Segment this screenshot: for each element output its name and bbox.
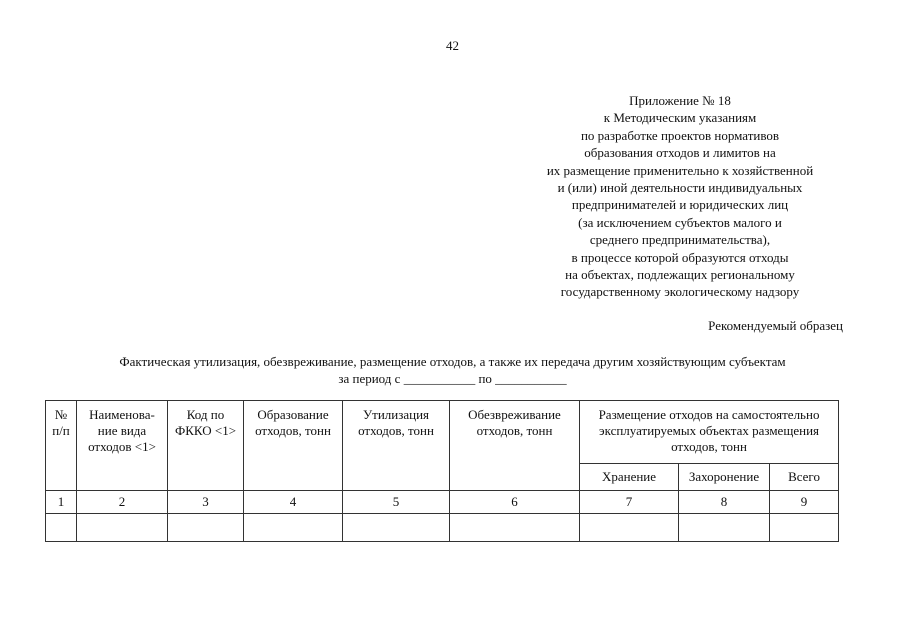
column-number: 1 [46, 491, 77, 514]
document-title [0, 353, 905, 387]
column-number: 5 [343, 491, 450, 514]
empty-cell [77, 514, 168, 542]
appendix-line: в процессе которой образуются отходы [571, 249, 789, 265]
page-number: 42 [446, 38, 459, 53]
appendix-line: и (или) иной деятельности индивидуальных [557, 180, 803, 196]
header-total: Всего [770, 464, 839, 491]
header-waste-type-name: Наименова-ние вида отходов <1> [77, 401, 168, 491]
appendix-line: к Методическим указаниям [603, 110, 757, 126]
sample-label: Рекомендуемый образец [708, 318, 843, 333]
appendix-line: (за исключением субъектов малого и [578, 214, 782, 230]
column-number: 8 [679, 491, 770, 514]
empty-cell [679, 514, 770, 542]
column-number: 7 [580, 491, 679, 514]
waste-report-table [45, 400, 839, 542]
header-fkko-code: Код по ФККО <1> [168, 401, 244, 491]
header-burial: Захоронение [679, 464, 770, 491]
empty-cell [450, 514, 580, 542]
header-utilization: Утилизация отходов, тонн [343, 401, 450, 491]
column-number-row [46, 491, 839, 514]
appendix-line: по разработке проектов нормативов [580, 127, 780, 143]
appendix-line: среднего предпринимательства), [589, 232, 771, 248]
empty-cell [580, 514, 679, 542]
appendix-line: образования отходов и лимитов на [584, 145, 776, 161]
column-number: 2 [77, 491, 168, 514]
empty-cell [168, 514, 244, 542]
empty-cell [244, 514, 343, 542]
appendix-line: на объектах, подлежащих региональному [565, 267, 795, 283]
column-number: 3 [168, 491, 244, 514]
header-row-number: № п/п [46, 401, 77, 491]
column-number: 6 [450, 491, 580, 514]
column-number: 4 [244, 491, 343, 514]
column-number: 9 [770, 491, 839, 514]
empty-cell [46, 514, 77, 542]
appendix-block [510, 92, 850, 301]
appendix-line: их размещение применительно к хозяйственной [546, 162, 814, 178]
empty-cell [770, 514, 839, 542]
header-placement-group: Размещение отходов на самостоятельно эксплуатируемых объектах размещения отходов, тонн [580, 401, 839, 464]
title-line-1: Фактическая утилизация, обезвреживание, размещение отходов, а также их передача другим хозяйствующим субъектам [119, 354, 786, 369]
header-storage: Хранение [580, 464, 679, 491]
header-generation: Образование отходов, тонн [244, 401, 343, 491]
table-row [46, 514, 839, 542]
header-neutralization: Обезвреживание отходов, тонн [450, 401, 580, 491]
appendix-line: предпринимателей и юридических лиц [571, 197, 789, 213]
appendix-line: Приложение № 18 [629, 93, 731, 108]
title-line-2: за период с ___________ по ___________ [338, 371, 567, 386]
empty-cell [343, 514, 450, 542]
appendix-line: государственному экологическому надзору [560, 284, 800, 300]
